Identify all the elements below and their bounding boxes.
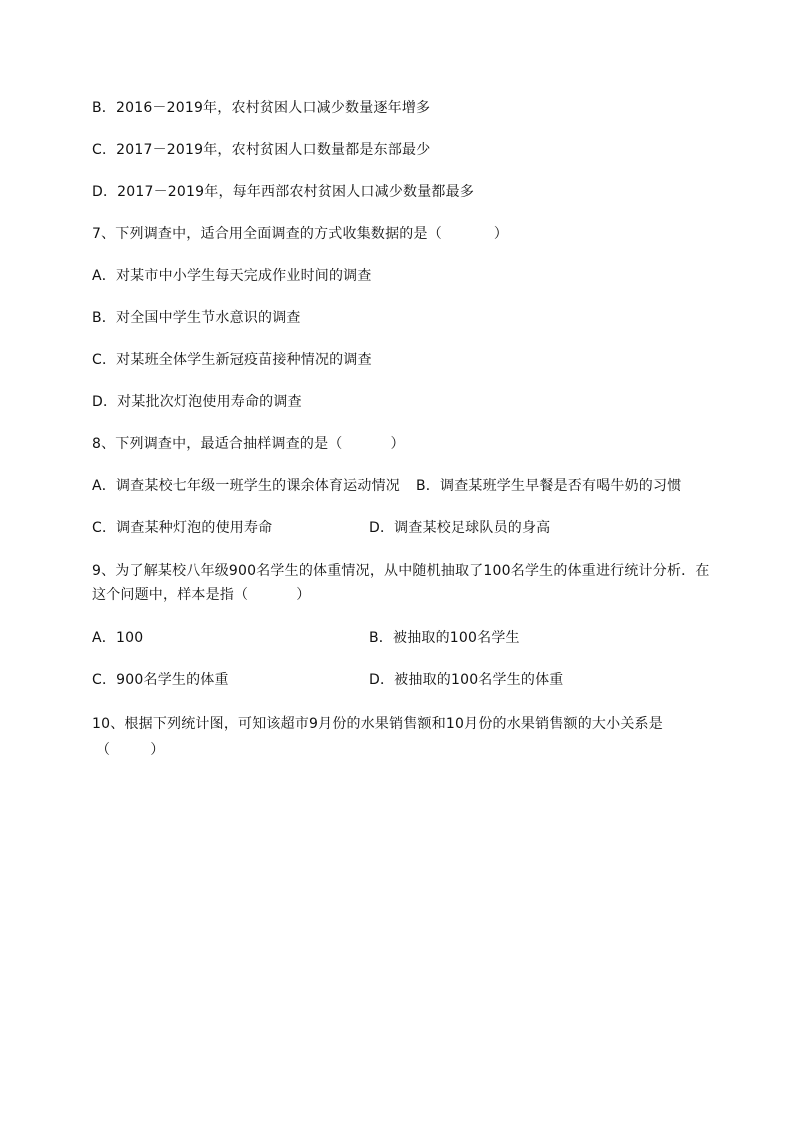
question-7-option-c: C．对某班全体学生新冠疫苗接种情况的调查 [92, 352, 372, 368]
option-b-2016-2019: B．2016－2019年，农村贫困人口减少数量逐年增多 [92, 100, 431, 116]
question-8-option-c: C．调查某种灯泡的使用寿命 [92, 520, 273, 536]
question-9-stem-line1: 9、为了解某校八年级900名学生的体重情况，从中随机抽取了100名学生的体重进行统计分析．在 [92, 563, 710, 579]
question-8-close-paren: ） [390, 436, 405, 452]
question-7-text: 7、下列调查中，适合用全面调查的方式收集数据的是（ [92, 226, 442, 242]
question-10-close-paren: ） [150, 742, 165, 758]
question-9-option-c: C．900名学生的体重 [92, 672, 229, 688]
option-d-2017-2019: D．2017－2019年，每年西部农村贫困人口减少数量都最多 [92, 184, 475, 200]
question-10-open-paren: （ [96, 742, 111, 758]
question-8-options-ab [92, 476, 681, 496]
question-10-stem-line1: 10、根据下列统计图，可知该超市9月份的水果销售额和10月份的水果销售额的大小关系是 [92, 716, 663, 732]
question-7-option-b: B．对全国中学生节水意识的调查 [92, 310, 301, 326]
question-7-close-paren: ） [493, 226, 509, 242]
question-9-option-a: A．100 [92, 630, 144, 646]
question-8-text: 8、下列调查中，最适合抽样调查的是（ [92, 436, 343, 452]
question-9-options-ab [92, 628, 712, 648]
question-7-stem [92, 224, 508, 244]
option-c-2017-2019: C．2017－2019年，农村贫困人口数量都是东部最少 [92, 142, 431, 158]
question-8-options-cd [92, 518, 712, 538]
question-8-option-d: D．调查某校足球队员的身高 [369, 520, 551, 536]
question-9-options-cd [92, 670, 712, 690]
question-8-stem [92, 434, 405, 454]
question-7-option-a: A．对某市中小学生每天完成作业时间的调查 [92, 268, 372, 284]
question-8-option-b: B．调查某班学生早餐是否有喝牛奶的习惯 [415, 478, 682, 494]
question-10-answer-parens [96, 740, 164, 760]
question-9-close-paren: ） [296, 587, 311, 603]
question-9-text: 这个问题中，样本是指（ [92, 587, 249, 603]
question-9-option-d: D．被抽取的100名学生的体重 [369, 672, 564, 688]
question-9-stem-line2 [92, 585, 310, 605]
question-9-option-b: B．被抽取的100名学生 [369, 630, 520, 646]
question-7-option-d: D．对某批次灯泡使用寿命的调查 [92, 394, 302, 410]
question-8-option-a: A．调查某校七年级一班学生的课余体育运动情况 [92, 478, 400, 494]
